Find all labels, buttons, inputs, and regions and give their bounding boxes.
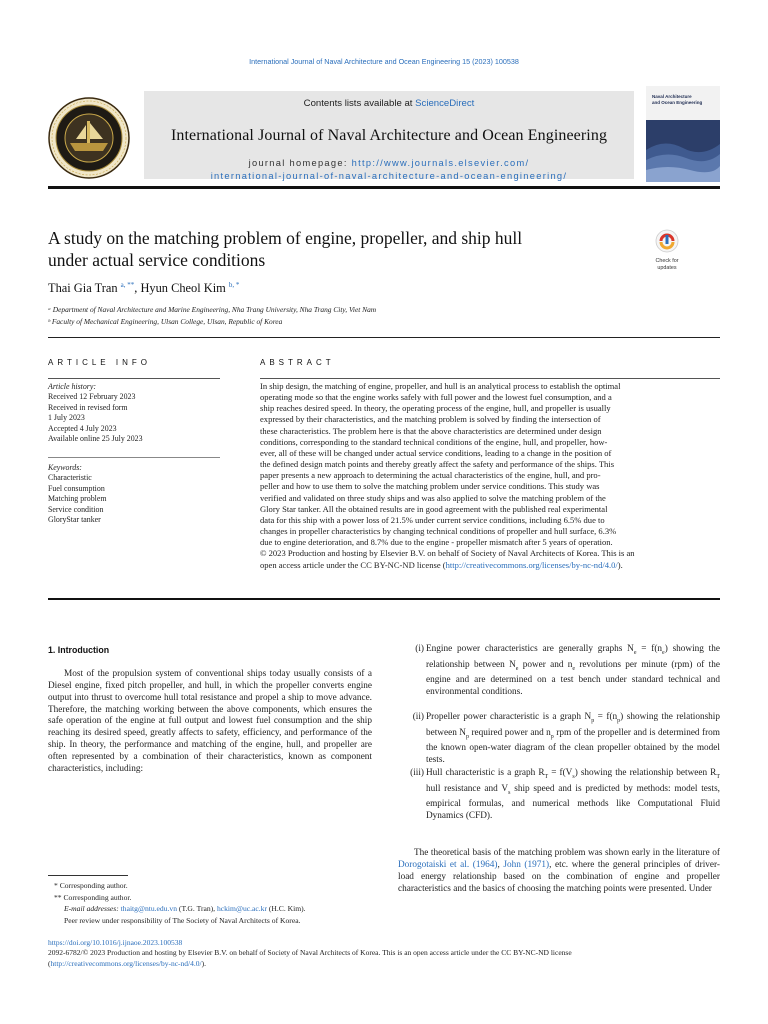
- text-run: Engine power characteristics are generally graphs N: [426, 644, 634, 654]
- keyword-item: Matching problem: [48, 494, 107, 504]
- list-item-propeller: [398, 712, 720, 767]
- article-title: [48, 227, 638, 271]
- article-history: [48, 382, 220, 444]
- keywords-label: Keywords:: [48, 463, 82, 472]
- title-line2: under actual service conditions: [48, 250, 266, 270]
- homepage-link-part2[interactable]: international-journal-of-naval-architecture-and-ocean-engineering/: [210, 171, 568, 181]
- text-run: required power and n: [468, 727, 551, 738]
- intro-paragraph: Most of the propulsion system of conventional ships today usually consists of a Diesel engine, fixed pitch propeller, and hull, in which the propeller converts engine output into thrust to overcome hull total resistance and propel a ship to move advance. Therefore, the matching working between the above components, which ensures the safe operation of the engine at full output and lowest fuel consumption and the ship reaching its desired speed, greatly affects to safety, efficiency, and performance of the ship. In theory, the performance and matching of the engine, hull, and propeller are often represented by a combination of their characteristics, known as component characteristics, including:: [48, 669, 372, 774]
- text-run: ship speed and is predicted by methods: model tests, empirical formulas, and numerical methods like Computational Fluid Dynamics (CFD).: [426, 783, 720, 822]
- history-available: Available online 25 July 2023: [48, 434, 143, 444]
- text-run: = f(V: [548, 768, 573, 778]
- cover-title-line1: Naval Architecture: [652, 94, 692, 99]
- sciencedirect-link[interactable]: ScienceDirect: [415, 98, 475, 109]
- check-updates-line2: updates: [657, 264, 677, 271]
- footnote-corresponding-2: ** Corresponding author.: [54, 892, 132, 902]
- citation-link[interactable]: John (1971): [503, 859, 550, 870]
- email-link[interactable]: thaitg@ntu.edu.vn: [120, 904, 178, 914]
- license-suffix: ).: [201, 958, 206, 968]
- history-revised-date: 1 July 2023: [48, 413, 85, 423]
- abstract-line: In ship design, the matching of engine, propeller, and hull is an analytical process to establish the optimal: [260, 381, 621, 391]
- abstract-line: Glory Star tanker. All the obtained results are in good agreement with the published real experimental: [260, 503, 608, 514]
- journal-banner: [144, 91, 634, 179]
- abstract-line: verified and validated on three study ships and was also applied to solve the matching problem of the: [260, 492, 606, 503]
- list-item-hull: [398, 768, 720, 823]
- contents-line: [144, 98, 634, 109]
- abstract-heading: ABSTRACT: [260, 358, 335, 367]
- subscript: p: [591, 717, 595, 724]
- abstract-line: the defined design match points and thereby greatly affect the safety and performance of the ships. This: [260, 459, 615, 470]
- keyword-item: Characteristic: [48, 473, 92, 483]
- list-text: [426, 768, 720, 823]
- subscript: T: [544, 773, 549, 780]
- email-owner: (T.G. Tran),: [177, 904, 217, 914]
- subscript: e: [572, 665, 576, 672]
- text-run: revolutions per minute (rpm) of the engine and are determined on a test bench under standard technical and environmental conditions.: [426, 659, 720, 698]
- author-name[interactable]: Thai Gia Tran: [48, 281, 118, 296]
- license-suffix: ).: [617, 559, 623, 570]
- keywords: [48, 463, 220, 525]
- text-run: rpm of the propeller and is determined from the known open-water diagram of the clean propeller obtained by the model tests.: [426, 727, 721, 766]
- keyword-item: Fuel consumption: [48, 483, 105, 493]
- abstract-license-line: [260, 560, 720, 571]
- issn-copyright-line: 2092-6782/© 2023 Production and hosting by Elsevier B.V. on behalf of Society of Naval Architects of Korea. This is an open access article under the CC BY-NC-ND license: [48, 948, 572, 958]
- society-seal-logo: [48, 97, 130, 179]
- text-run: ) showing the relationship between N: [426, 644, 720, 670]
- abstract-line: ship reaches desired speed. In theory, the operating process of the engine, hull, and propeller is usually: [260, 403, 611, 414]
- email-link[interactable]: hckim@uc.ac.kr: [216, 904, 267, 914]
- article-info-rule: [48, 378, 220, 379]
- keyword-item: GloryStar tanker: [48, 515, 101, 525]
- journal-cover-thumbnail[interactable]: [646, 86, 720, 182]
- abstract-line: due to engine deterioration, and 8.7% due to the engine - propeller mismatch after 5 years of operation.: [260, 537, 613, 548]
- text-run: power and n: [518, 659, 573, 670]
- text-run: ,: [497, 859, 504, 870]
- footnote-corresponding-1: * Corresponding author.: [54, 881, 128, 890]
- text-run: , etc. where the general principles of driver-load energy relationship based on the combination of engine and propeller characteristics and the basics of choosing the matching points were presented. Under: [398, 859, 721, 894]
- abstract-line: data for this ship with a power loss of 21.5% under current service conditions, including 6.5% due to: [260, 514, 605, 525]
- text-run: Propeller power characteristic is a graph N: [426, 712, 592, 722]
- abstract-body: [260, 381, 720, 571]
- abstract-line: conditions, corresponding to the standard technical conditions of the engine, hull, and propeller, how-: [260, 436, 608, 447]
- list-number: (iii): [410, 768, 424, 778]
- footnote-divider: [48, 875, 128, 876]
- check-for-updates-badge[interactable]: [650, 229, 684, 271]
- subscript: T: [716, 773, 721, 780]
- affiliation-b: ᵇ Faculty of Mechanical Engineering, Ulsan College, Ulsan, Republic of Korea: [48, 317, 283, 326]
- intro-paragraph-2: [398, 848, 720, 895]
- cover-title-band: [646, 86, 720, 120]
- doi-link[interactable]: https://doi.org/10.1016/j.ijnaoe.2023.100538: [48, 938, 183, 947]
- text-run: The theoretical basis of the matching problem was shown early in the literature of: [414, 848, 720, 858]
- author-separator: ,: [134, 281, 141, 296]
- footnote-emails: [54, 903, 374, 915]
- subscript: s: [572, 773, 575, 780]
- text-run: ) showing the relationship between N: [426, 712, 721, 738]
- journal-citation-header[interactable]: International Journal of Naval Architecture and Ocean Engineering 15 (2023) 100538: [249, 57, 519, 66]
- title-line1: A study on the matching problem of engine, propeller, and ship hull: [48, 228, 523, 248]
- affiliation-divider: [48, 337, 720, 338]
- footnotes: [54, 880, 374, 926]
- check-updates-line1: Check for: [655, 258, 679, 264]
- text-run: ) showing the relationship between R: [574, 768, 717, 778]
- cc-license-link[interactable]: http://creativecommons.org/licenses/by-nc-nd/4.0/: [445, 559, 618, 570]
- subscript: s: [508, 789, 511, 796]
- section-heading-introduction: 1. Introduction: [48, 645, 110, 655]
- list-number: (i): [415, 644, 424, 654]
- peer-review-note: Peer review under responsibility of The Society of Naval Architects of Korea.: [64, 915, 301, 925]
- history-label: Article history:: [48, 382, 96, 391]
- abstract-line: peller and how to use them to solve the matching problem under service conditions. This study was: [260, 481, 600, 492]
- text-run: hull resistance and V: [426, 783, 509, 794]
- subscript: p: [550, 733, 554, 740]
- header-divider: [48, 186, 720, 189]
- footer-license-line: [48, 959, 720, 969]
- history-accepted: Accepted 4 July 2023: [48, 423, 117, 433]
- cover-wave-graphic: [646, 120, 720, 182]
- check-updates-label: [650, 258, 684, 271]
- journal-homepage: [144, 157, 634, 183]
- abstract-rule: [260, 378, 720, 379]
- cover-title: [652, 94, 702, 105]
- check-updates-icon: [650, 229, 684, 253]
- contents-prefix: Contents lists available at: [303, 98, 416, 109]
- author-list: [48, 281, 239, 296]
- text-run: Hull characteristic is a graph R: [426, 768, 545, 778]
- homepage-label: journal homepage:: [248, 158, 352, 168]
- author-affiliation-marker[interactable]: b, *: [228, 281, 240, 289]
- subscript: e: [662, 649, 665, 656]
- abstract-line: these characteristics. The problem here is that the above characteristics are determined under design: [260, 425, 602, 436]
- history-received: Received 12 February 2023: [48, 392, 136, 402]
- abstract-line: © 2023 Production and hosting by Elsevier B.V. on behalf of Society of Naval Architects of Korea. This is an: [260, 548, 635, 559]
- subscript: p: [617, 717, 621, 724]
- subscript: e: [633, 649, 637, 656]
- citation-link[interactable]: Dorogotaiski et al. (1964): [398, 859, 498, 870]
- license-prefix: open access article under the CC BY-NC-ND license (: [260, 559, 446, 570]
- page-footer: [48, 938, 720, 969]
- keyword-item: Service condition: [48, 504, 104, 514]
- email-label: E-mail addresses:: [64, 904, 121, 914]
- license-prefix: (: [48, 958, 51, 968]
- list-text: [426, 644, 720, 699]
- list-number: (ii): [412, 712, 424, 722]
- abstract-line: operating mode so that the engine works safely with full power and the lowest fuel consumption, and a: [260, 392, 612, 403]
- journal-name: International Journal of Naval Architecture and Ocean Engineering: [170, 127, 608, 144]
- journal-header: [48, 86, 720, 186]
- subscript: p: [465, 733, 469, 740]
- list-item-engine: [398, 644, 720, 699]
- abstract-line: changes in propeller characteristics by changing technical conditions of propeller and hull surface, 6.3%: [260, 526, 617, 537]
- abstract-divider: [48, 598, 720, 600]
- cc-license-link[interactable]: http://creativecommons.org/licenses/by-nc-nd/4.0/: [50, 958, 202, 968]
- text-run: = f(n: [594, 712, 618, 722]
- article-info-heading: ARTICLE INFO: [48, 358, 151, 367]
- abstract-line: paper presents a new approach to determining the actual characteristics of the engine, hull, and pro-: [260, 470, 601, 481]
- affiliation-a: ᵃ Department of Naval Architecture and Marine Engineering, Nha Trang University, Nha Trang City, Viet Nam: [48, 305, 377, 314]
- author-affiliation-marker[interactable]: a, **: [120, 281, 135, 289]
- homepage-link-part1[interactable]: http://www.journals.elsevier.com/: [351, 158, 530, 168]
- abstract-line: ever, all of these will be changed under actual service conditions, leading to a change in the position of: [260, 447, 612, 458]
- history-revised-label: Received in revised form: [48, 402, 128, 412]
- list-text: [426, 712, 720, 767]
- text-run: = f(n: [636, 644, 663, 654]
- subscript: e: [515, 665, 519, 672]
- author-name[interactable]: Hyun Cheol Kim: [140, 281, 226, 296]
- abstract-line: expressed by their characteristics, and the matching problem is solved by finding the intersection of: [260, 414, 601, 425]
- cover-title-line2: and Ocean Engineering: [652, 99, 703, 105]
- keywords-rule: [48, 457, 220, 458]
- email-owner: (H.C. Kim).: [266, 904, 306, 914]
